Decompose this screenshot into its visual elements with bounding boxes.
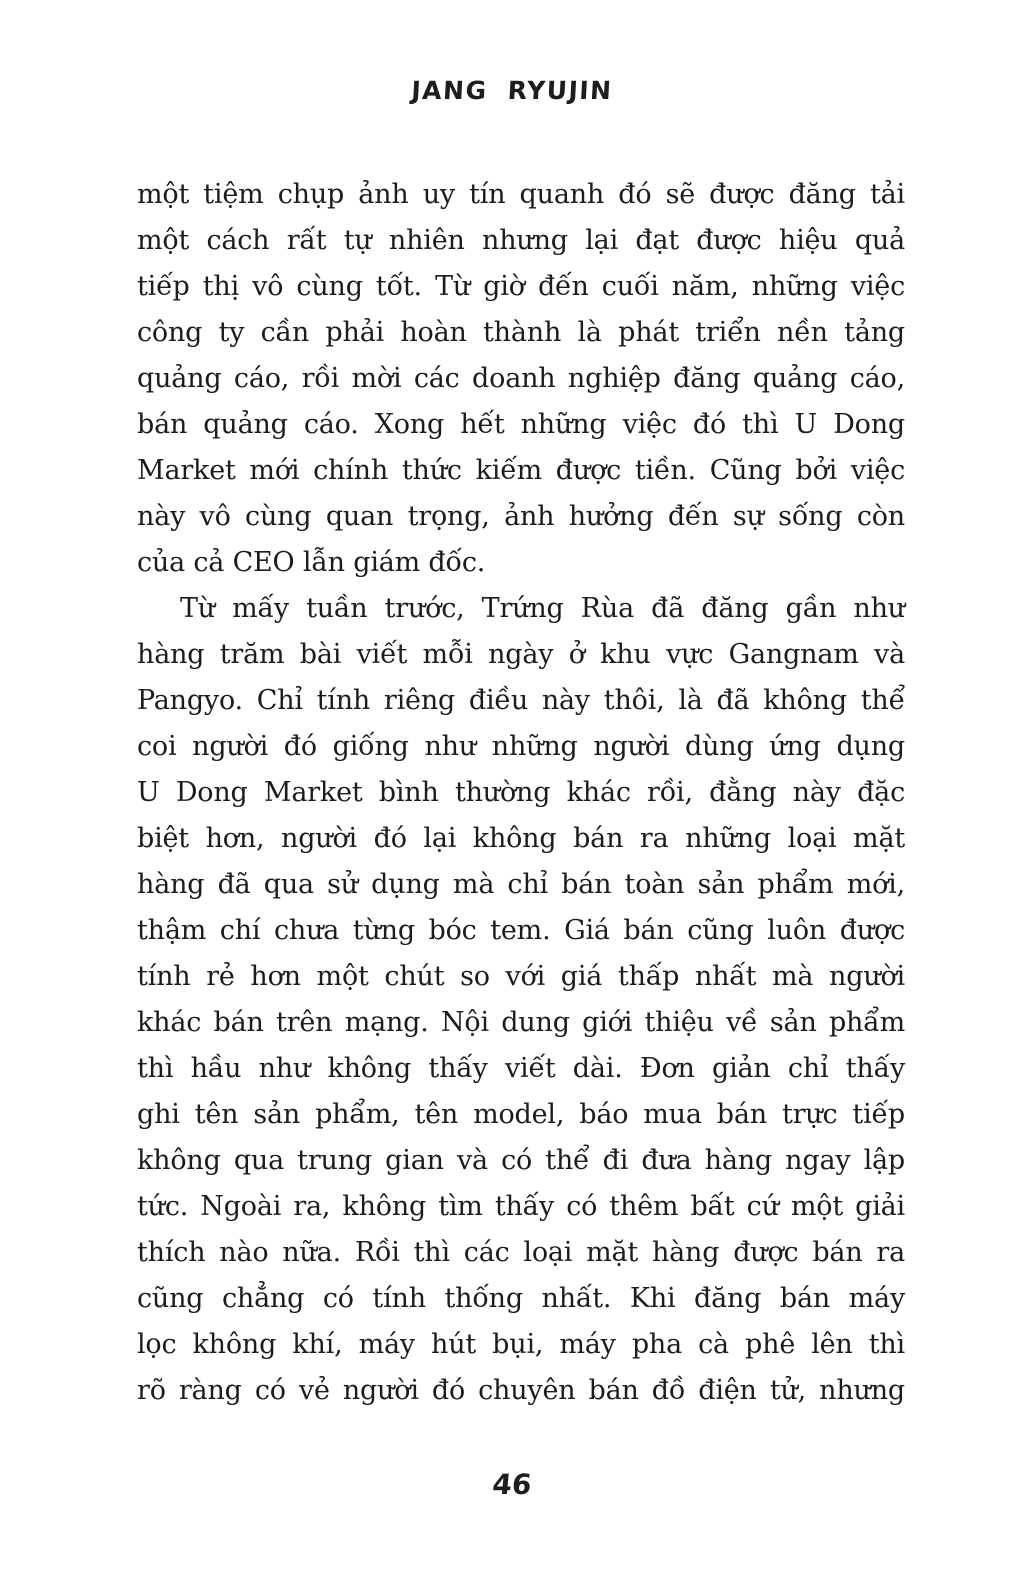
text-line: không qua trung gian và có thể đi đưa hàng ngay lập — [137, 1145, 905, 1176]
text-line: thích nào nữa. Rồi thì các loại mặt hàng được bán ra — [137, 1237, 905, 1268]
text-line: hàng đã qua sử dụng mà chỉ bán toàn sản phẩm mới, — [137, 869, 905, 900]
text-line: tính rẻ hơn một chút so với giá thấp nhất mà người — [137, 961, 905, 992]
running-header-author: JANG RYUJIN — [410, 76, 614, 105]
text-line: U Dong Market bình thường khác rồi, đằng này đặc — [137, 777, 905, 808]
text-line: quảng cáo, rồi mời các doanh nghiệp đăng quảng cáo, — [137, 363, 905, 394]
text-line: ghi tên sản phẩm, tên model, báo mua bán trực tiếp — [137, 1099, 905, 1130]
text-line: coi người đó giống như những người dùng ứng dụng — [137, 731, 905, 762]
text-line: Market mới chính thức kiếm được tiền. Cũng bởi việc — [137, 455, 905, 486]
text-line: thậm chí chưa từng bóc tem. Giá bán cũng luôn được — [137, 915, 905, 946]
body-text-block — [137, 172, 905, 1414]
text-line: cũng chẳng có tính thống nhất. Khi đăng bán máy — [137, 1283, 905, 1314]
text-line: một cách rất tự nhiên nhưng lại đạt được hiệu quả — [137, 225, 905, 256]
text-line: một tiệm chụp ảnh uy tín quanh đó sẽ được đăng tải — [137, 179, 905, 210]
page-number: 46 — [491, 1468, 533, 1501]
text-line: hàng trăm bài viết mỗi ngày ở khu vực Gangnam và — [137, 639, 905, 670]
text-line: bán quảng cáo. Xong hết những việc đó thì U Dong — [137, 409, 905, 440]
text-line: này vô cùng quan trọng, ảnh hưởng đến sự sống còn — [137, 501, 905, 532]
text-line: thì hầu như không thấy viết dài. Đơn giản chỉ thấy — [137, 1053, 905, 1084]
text-line: khác bán trên mạng. Nội dung giới thiệu về sản phẩm — [137, 1007, 905, 1038]
text-line: biệt hơn, người đó lại không bán ra những loại mặt — [137, 823, 905, 854]
text-line: Từ mấy tuần trước, Trứng Rùa đã đăng gần như — [180, 593, 905, 624]
text-line: tiếp thị vô cùng tốt. Từ giờ đến cuối năm, những việc — [137, 271, 905, 302]
text-line: tức. Ngoài ra, không tìm thấy có thêm bất cứ một giải — [137, 1191, 905, 1222]
text-line: Pangyo. Chỉ tính riêng điều này thôi, là đã không thể — [137, 685, 905, 716]
text-line: rõ ràng có vẻ người đó chuyên bán đồ điện tử, nhưng — [137, 1375, 905, 1406]
text-line: công ty cần phải hoàn thành là phát triển nền tảng — [137, 317, 905, 348]
text-line: của cả CEO lẫn giám đốc. — [137, 547, 486, 578]
text-line: lọc không khí, máy hút bụi, máy pha cà phê lên thì — [137, 1329, 905, 1360]
